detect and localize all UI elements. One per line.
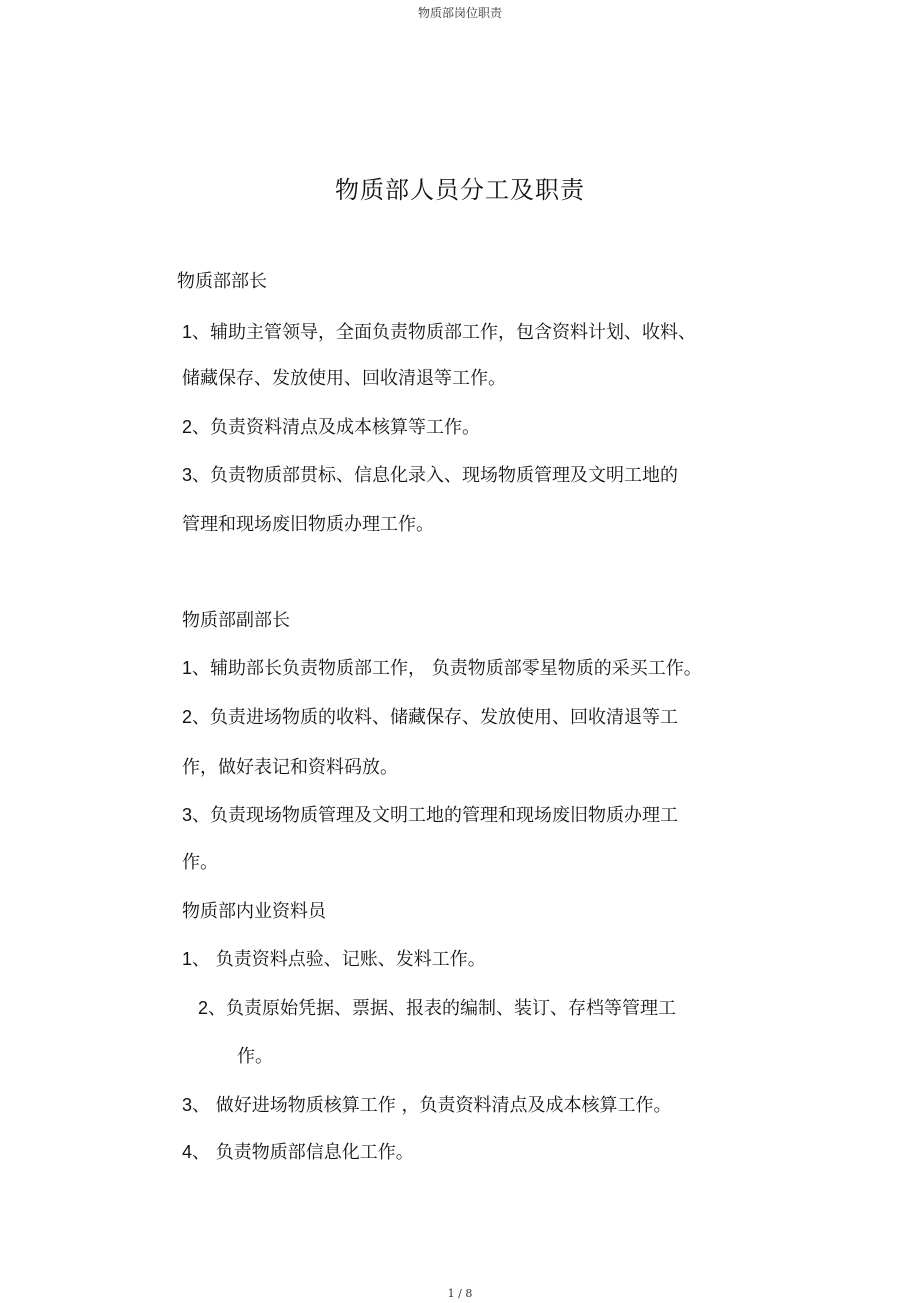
duty-line: 3、 做好进场物质核算工作 ，负责资料清点及成本核算工作。 — [182, 1095, 672, 1116]
duty-line: 2、负责进场物质的收料、储藏保存、发放使用、回收清退等工 — [182, 707, 679, 728]
duty-line: 作，做好表记和资料码放。 — [182, 757, 398, 778]
duty-line: 储藏保存、发放使用、回收清退等工作。 — [182, 368, 506, 389]
section-heading-data-clerk: 物质部内业资料员 — [182, 901, 326, 922]
duty-line: 1、辅助主管领导，全面负责物质部工作，包含资料计划、收料、 — [182, 322, 697, 343]
duty-line: 2、负责资料清点及成本核算等工作。 — [182, 417, 481, 438]
duty-line: 管理和现场废旧物质办理工作。 — [182, 514, 434, 535]
duty-line: 1、 负责资料点验、记账、发料工作。 — [182, 949, 486, 970]
duty-line: 1、辅助部长负责物质部工作， 负责物质部零星物质的采买工作。 — [182, 658, 702, 679]
duty-line: 4、 负责物质部信息化工作。 — [182, 1142, 414, 1163]
section-heading-minister: 物质部部长 — [177, 271, 267, 292]
duty-line: 3、负责现场物质管理及文明工地的管理和现场废旧物质办理工 — [182, 805, 679, 826]
running-header: 物质部岗位职责 — [417, 6, 502, 20]
duty-line: 作。 — [182, 852, 218, 873]
duty-line: 3、负责物质部贯标、信息化录入、现场物质管理及文明工地的 — [182, 465, 679, 486]
page-indicator: 1 / 8 — [447, 1287, 473, 1300]
section-heading-deputy-minister: 物质部副部长 — [182, 610, 290, 631]
duty-line: 2、负责原始凭据、票据、报表的编制、装订、存档等管理工 — [198, 998, 677, 1019]
duty-line: 作。 — [237, 1046, 273, 1067]
document-title: 物质部人员分工及职责 — [335, 176, 585, 204]
